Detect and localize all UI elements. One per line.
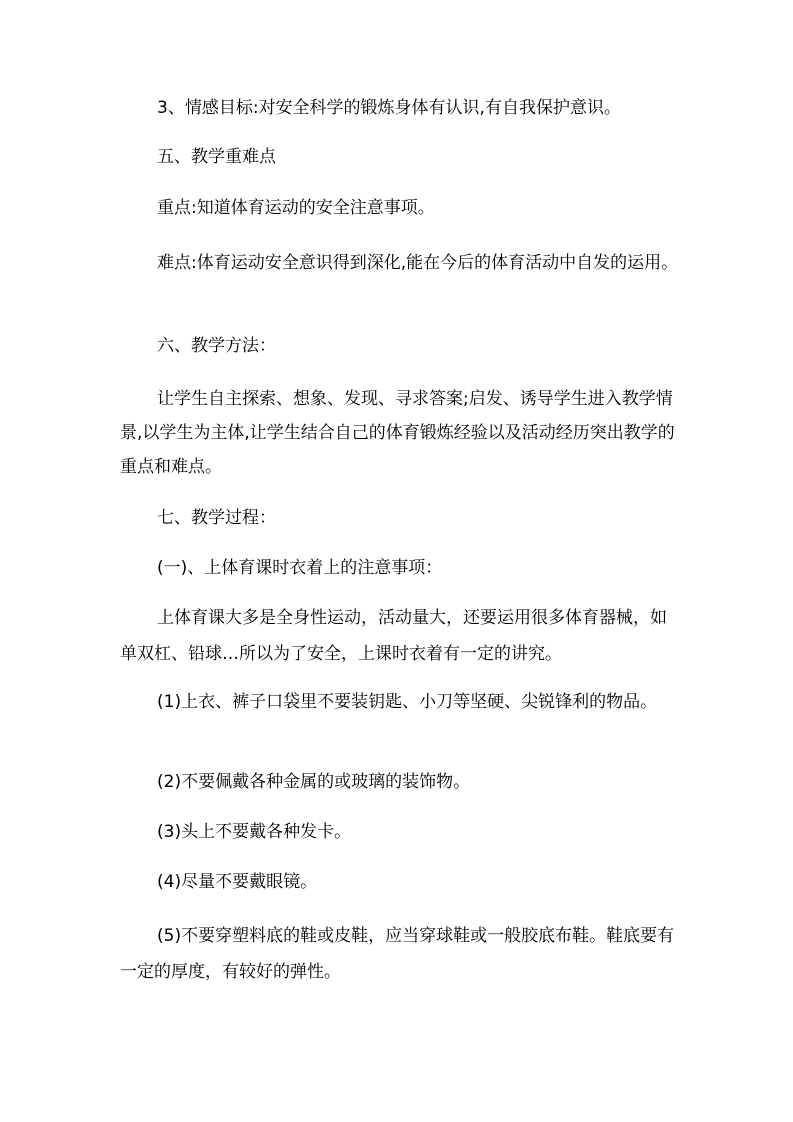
subheading-clothing-notes: (一)、上体育课时衣着上的注意事项： [157, 558, 443, 578]
list-item-3: (3)头上不要戴各种发卡。 [157, 822, 352, 842]
paragraph-teaching-methods: 让学生自主探索、想象、发现、寻求答案;启发、诱导学生进入教学情景,以学生为主体,让学生结合自己的体育锻炼经验以及活动经历突出教学的重点和难点。 [120, 389, 675, 477]
heading-teaching-process: 七、教学过程： [157, 508, 276, 528]
heading-key-difficult-points: 五、教学重难点 [157, 147, 276, 167]
heading-teaching-methods: 六、教学方法： [157, 336, 276, 356]
paragraph-difficult-point: 难点:体育运动安全意识得到深化,能在今后的体育活动中自发的运用。 [157, 253, 679, 273]
paragraph-clothing-intro: 上体育课大多是全身性运动，活动量大，还要运用很多体育器械，如单双杠、铅球…所以为了安全，上课时衣着有一定的讲究。 [120, 608, 667, 664]
list-item-5: (5)不要穿塑料底的鞋或皮鞋，应当穿球鞋或一般胶底布鞋。鞋底要有一定的厚度，有较好的弹性。 [120, 926, 675, 982]
list-item-4: (4)尽量不要戴眼镜。 [157, 872, 318, 892]
paragraph-key-point: 重点:知道体育运动的安全注意事项。 [157, 198, 435, 218]
list-item-2: (2)不要佩戴各种金属的或玻璃的装饰物。 [157, 772, 471, 792]
paragraph-emotional-goal: 3、情感目标:对安全科学的锻炼身体有认识,有自我保护意识。 [157, 98, 621, 118]
list-item-1: (1)上衣、裤子口袋里不要装钥匙、小刀等坚硬、尖锐锋利的物品。 [157, 692, 658, 712]
